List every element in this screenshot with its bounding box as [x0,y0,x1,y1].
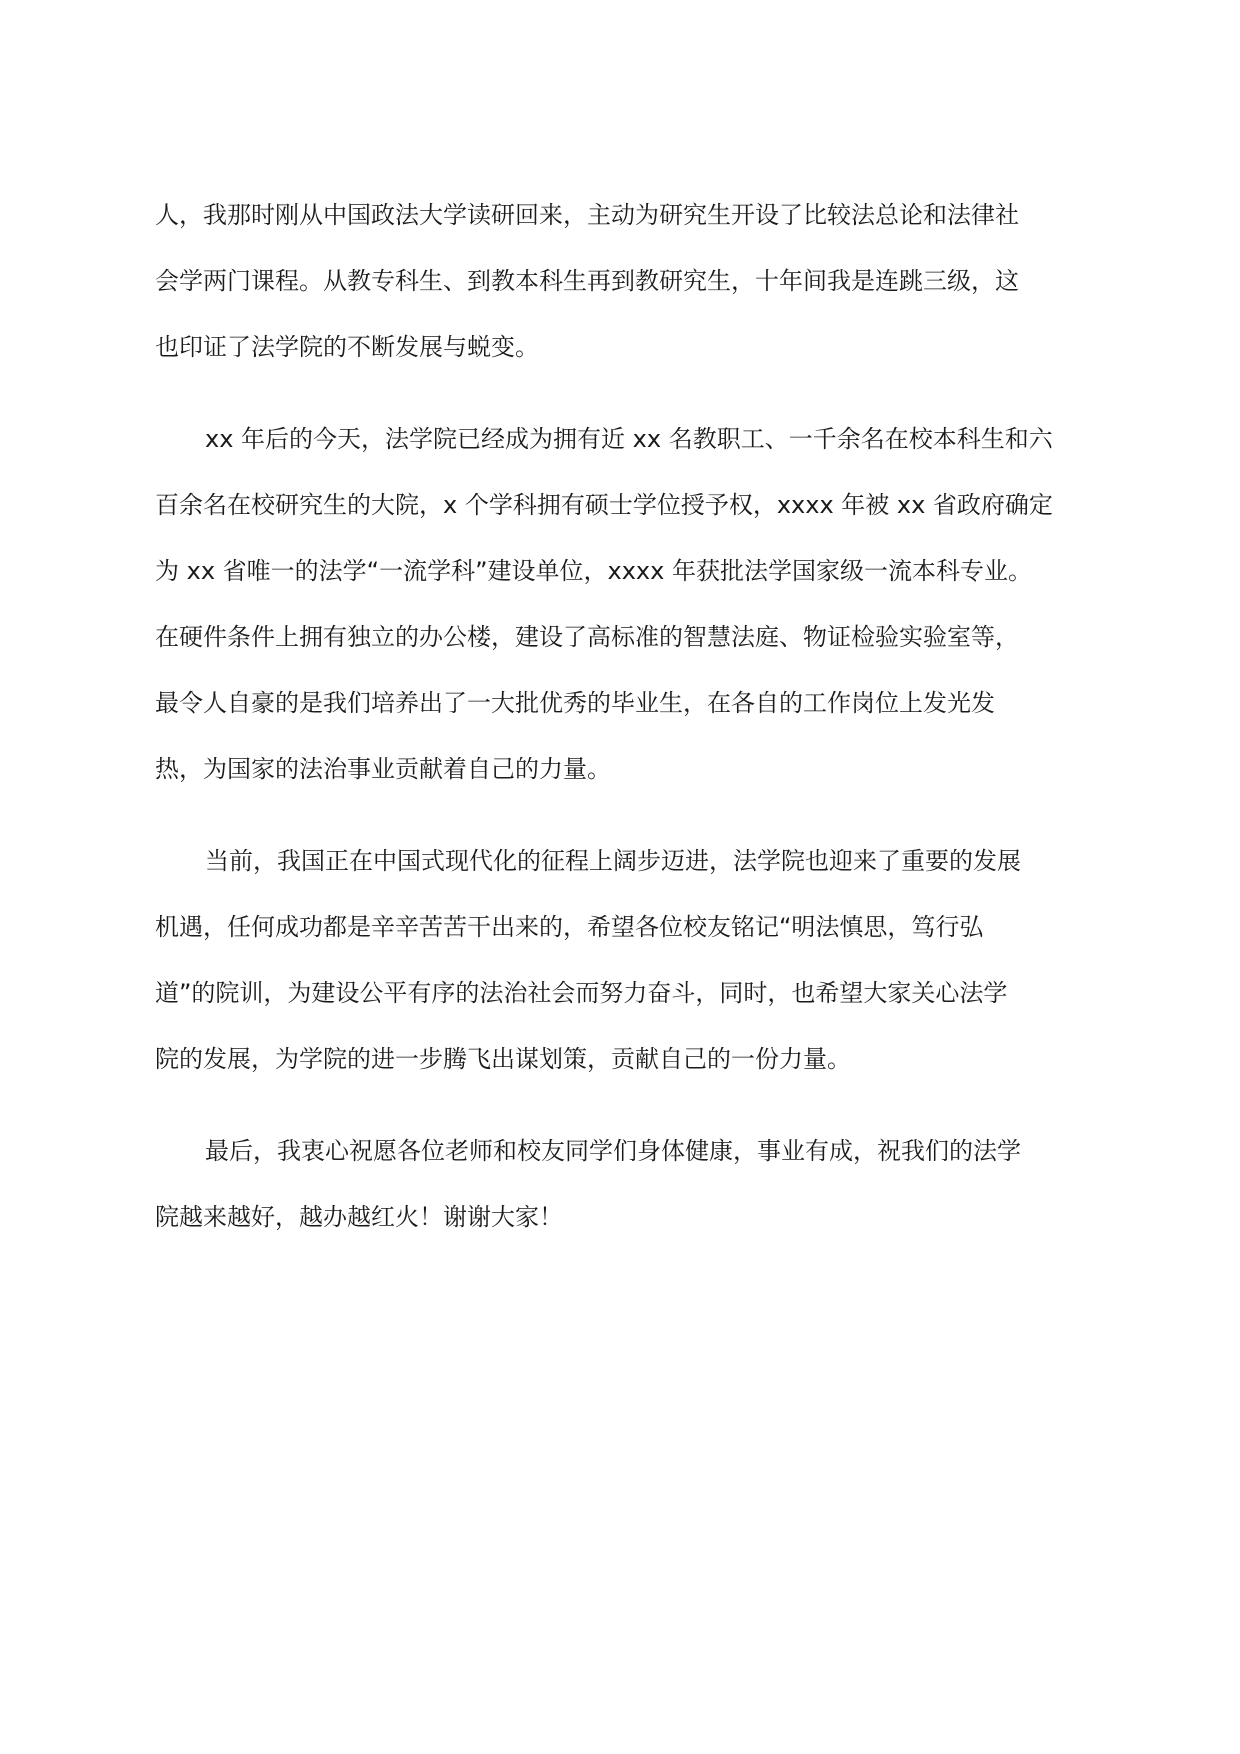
paragraph-2-line-5: 最令人自豪的是我们培养出了一大批优秀的毕业生，在各自的工作岗位上发光发 [155,689,995,717]
paragraph-1-line-3: 也印证了法学院的不断发展与蜕变。 [155,333,539,361]
paragraph-2-line-3: 为 xx 省唯一的法学“一流学科”建设单位，xxxx 年获批法学国家级一流本科专业。 [155,557,1032,585]
paragraph-2-line-2: 百余名在校研究生的大院，x 个学科拥有硕士学位授予权，xxxx 年被 xx 省政府确定 [155,491,1053,519]
paragraph-3-line-1: 当前，我国正在中国式现代化的征程上阔步迈进，法学院也迎来了重要的发展 [205,847,1021,875]
paragraph-3-line-4: 院的发展，为学院的进一步腾飞出谋划策，贡献自己的一份力量。 [155,1045,851,1073]
paragraph-3-line-3: 道”的院训，为建设公平有序的法治社会而努力奋斗，同时，也希望大家关心法学 [155,979,1008,1007]
paragraph-1-line-2: 会学两门课程。从教专科生、到教本科生再到教研究生，十年间我是连跳三级，这 [155,267,1019,295]
paragraph-3-line-2: 机遇，任何成功都是辛辛苦苦干出来的，希望各位校友铭记“明法慎思，笃行弘 [155,913,984,941]
paragraph-2-line-1: xx 年后的今天，法学院已经成为拥有近 xx 名教职工、一千余名在校本科生和六 [205,425,1053,453]
paragraph-2-line-6: 热，为国家的法治事业贡献着自己的力量。 [155,755,611,783]
paragraph-1-line-1: 人，我那时刚从中国政法大学读研回来，主动为研究生开设了比较法总论和法律社 [155,201,1019,229]
paragraph-4-line-2: 院越来越好，越办越红火！谢谢大家！ [155,1203,563,1231]
paragraph-2-line-4: 在硬件条件上拥有独立的办公楼，建设了高标准的智慧法庭、物证检验实验室等， [155,623,1019,651]
paragraph-4-line-1: 最后，我衷心祝愿各位老师和校友同学们身体健康，事业有成，祝我们的法学 [205,1137,1021,1165]
